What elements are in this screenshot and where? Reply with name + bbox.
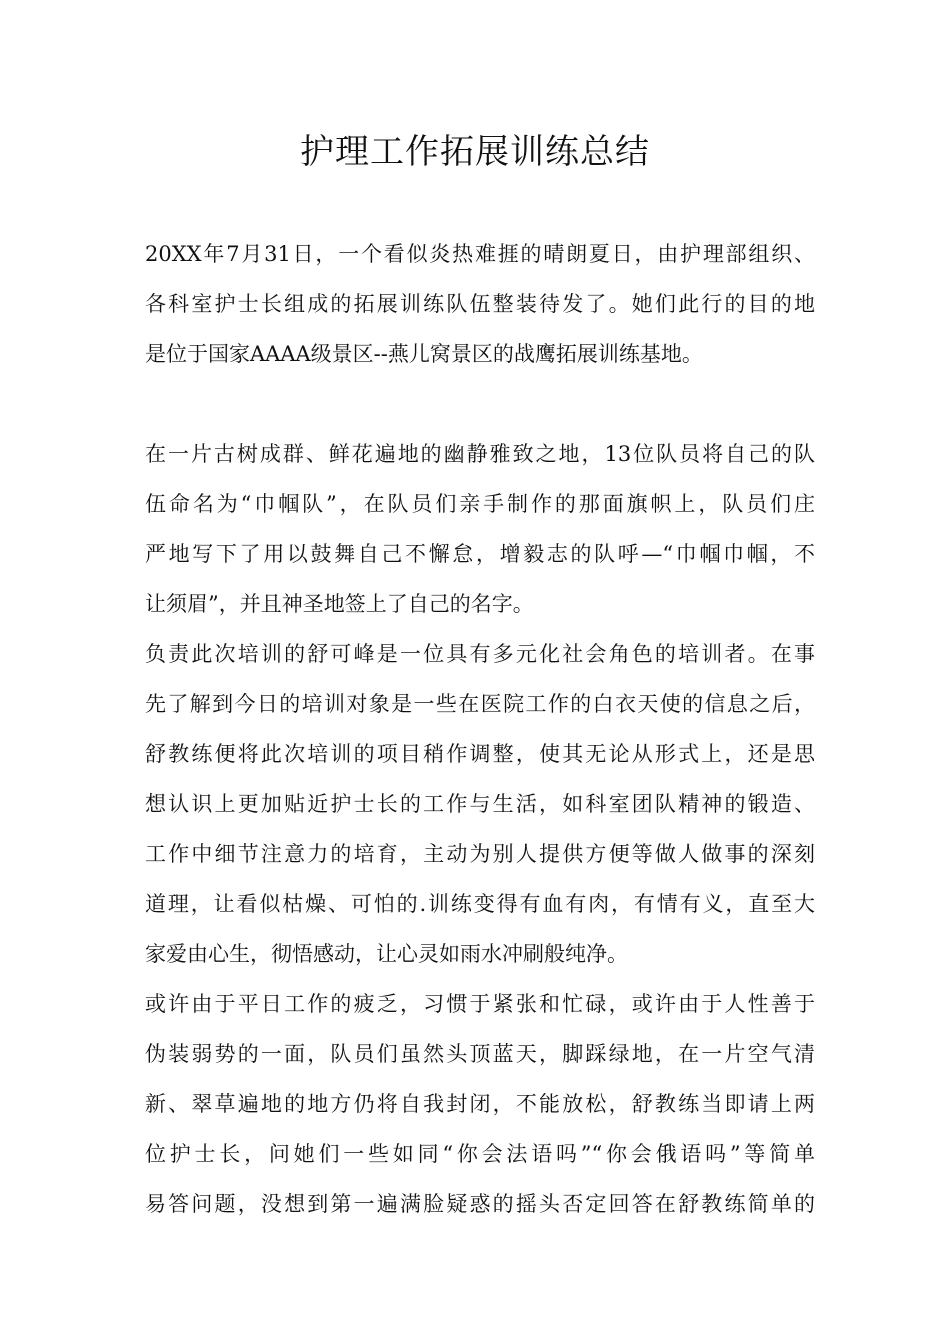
paragraph-line: 工作中细节注意力的培育，主动为别人提供方便等做人做事的深刻 — [145, 842, 815, 866]
paragraph-line: 伪装弱势的一面，队员们虽然头顶蓝天，脚踩绿地，在一片空气清 — [145, 1042, 815, 1066]
paragraph-line: 伍命名为“巾帼队”，在队员们亲手制作的那面旗帜上，队员们庄 — [145, 492, 815, 516]
paragraph-line: 在一片古树成群、鲜花遍地的幽静雅致之地，13位队员将自己的队 — [145, 442, 815, 466]
paragraph-line: 各科室护士长组成的拓展训练队伍整装待发了。她们此行的目的地 — [145, 292, 815, 316]
paragraph-line: 家爱由心生，彻悟感动，让心灵如雨水冲刷般纯净。 — [145, 942, 628, 966]
paragraph-spacer — [145, 379, 815, 429]
paragraph-line: 新、翠草遍地的地方仍将自我封闭，不能放松，舒教练当即请上两 — [145, 1092, 815, 1116]
paragraph-2 — [145, 429, 815, 629]
paragraph-line: 位护士长，问她们一些如同“你会法语吗”“你会俄语吗”等简单 — [145, 1142, 815, 1166]
paragraph-3 — [145, 629, 815, 979]
paragraph-line: 或许由于平日工作的疲乏，习惯于紧张和忙碌，或许由于人性善于 — [145, 992, 815, 1016]
document-body — [145, 229, 815, 1229]
paragraph-line: 先了解到今日的培训对象是一些在医院工作的白衣天使的信息之后， — [145, 692, 815, 716]
paragraph-1 — [145, 229, 815, 379]
paragraph-line: 是位于国家AAAA级景区--燕儿窝景区的战鹰拓展训练基地。 — [145, 342, 703, 366]
paragraph-line: 20XX年7月31日，一个看似炎热难捱的晴朗夏日，由护理部组织、 — [145, 242, 815, 266]
document-title: 护理工作拓展训练总结 — [300, 132, 650, 172]
paragraph-line: 舒教练便将此次培训的项目稍作调整，使其无论从形式上，还是思 — [145, 742, 815, 766]
paragraph-line: 道理，让看似枯燥、可怕的.训练变得有血有肉，有情有义，直至大 — [145, 892, 815, 916]
paragraph-line: 让须眉”，并且神圣地签上了自己的名字。 — [145, 592, 534, 616]
paragraph-line: 负责此次培训的舒可峰是一位具有多元化社会角色的培训者。在事 — [145, 642, 815, 666]
paragraph-line: 严地写下了用以鼓舞自己不懈怠，增毅志的队呼—“巾帼巾帼，不 — [145, 542, 815, 566]
paragraph-line: 想认识上更加贴近护士长的工作与生活，如科室团队精神的锻造、 — [145, 792, 815, 816]
paragraph-line: 易答问题，没想到第一遍满脸疑惑的摇头否定回答在舒教练简单的 — [145, 1192, 815, 1216]
paragraph-4 — [145, 979, 815, 1229]
